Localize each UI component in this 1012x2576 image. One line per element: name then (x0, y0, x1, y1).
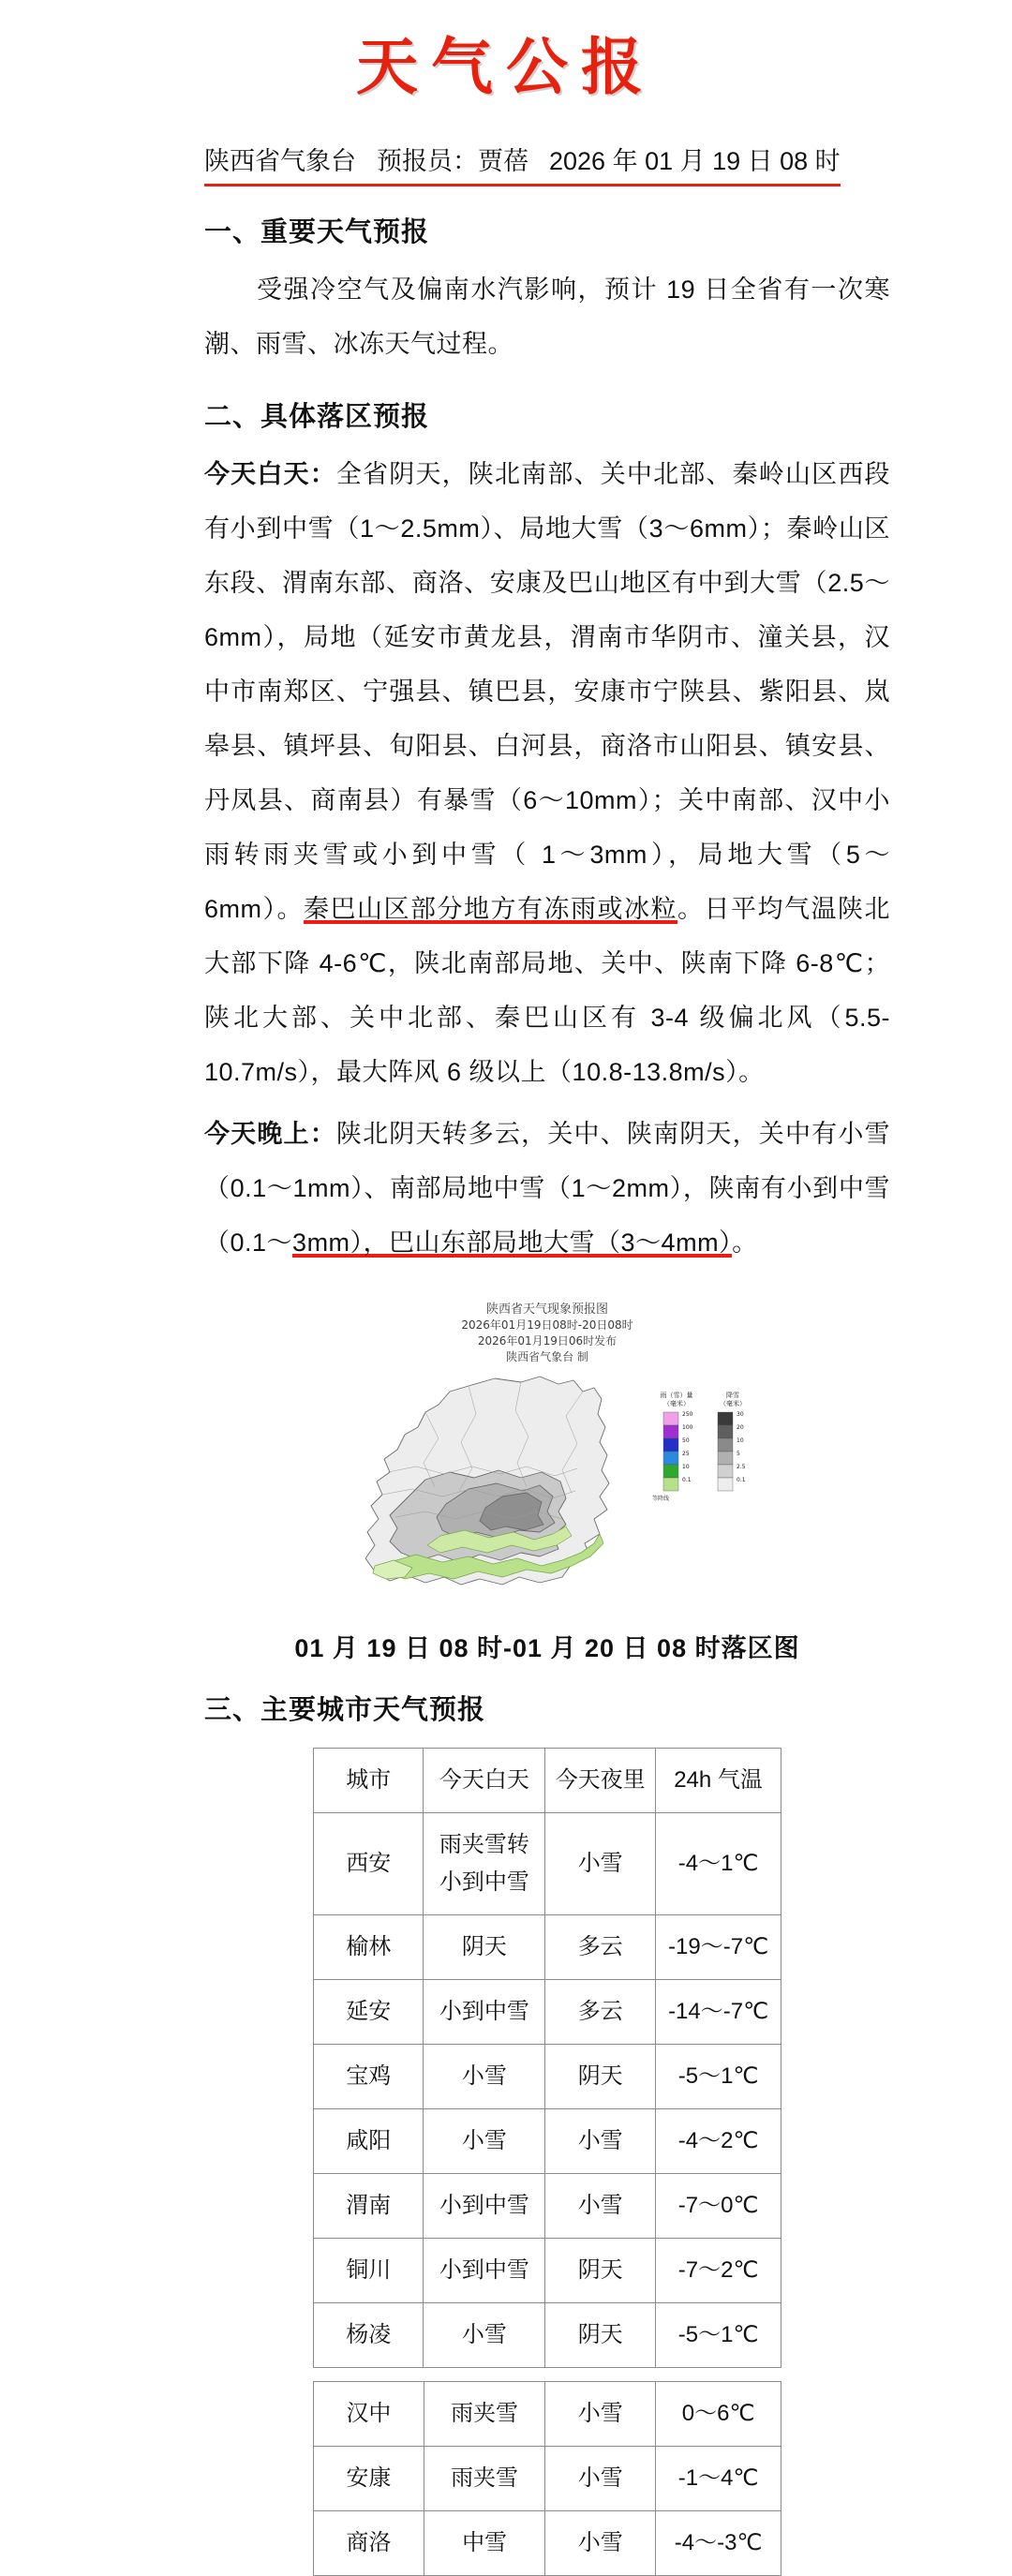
cell-night: 阴天 (545, 2303, 656, 2368)
section-heading-3: 三、主要城市天气预报 (204, 1695, 486, 1725)
cell-temp: -14～-7℃ (656, 1980, 781, 2045)
meta-header (75, 140, 937, 186)
cell-city: 榆林 (314, 1915, 424, 1980)
page-title: 天气公报 (356, 31, 656, 103)
svg-text:等降线: 等降线 (652, 1496, 670, 1502)
map-container (285, 1302, 810, 1611)
cell-temp: -7～0℃ (656, 2174, 781, 2239)
forecaster-name: 贾蓓 (478, 147, 528, 175)
map-legend (652, 1391, 746, 1502)
svg-text:2.5: 2.5 (737, 1464, 746, 1470)
svg-text:20: 20 (737, 1424, 744, 1431)
cell-city: 咸阳 (314, 2109, 424, 2174)
cell-day: 小雪 (424, 2303, 545, 2368)
cell-day: 中雪 (424, 2511, 545, 2576)
table-row (314, 2239, 781, 2303)
cell-temp: -4～-3℃ (656, 2511, 781, 2576)
forecast-map-figure (204, 1302, 890, 1664)
svg-text:0.1: 0.1 (682, 1477, 692, 1483)
section-heading-1: 一、重要天气预报 (204, 217, 430, 247)
cell-city: 商洛 (314, 2511, 424, 2576)
meta-line (204, 140, 841, 186)
map-title-line-2: 2026年01月19日08时-20日08时 (461, 1318, 633, 1332)
cell-night: 多云 (545, 1980, 656, 2045)
col-header-day: 今天白天 (424, 1749, 545, 1813)
city-forecast-table-wrap (313, 1748, 781, 2576)
shaanxi-province-map (285, 1369, 810, 1611)
svg-text:雨（雪）量: 雨（雪）量 (660, 1392, 693, 1399)
svg-text:（毫米）: （毫米） (720, 1400, 746, 1407)
table-row (314, 2174, 781, 2239)
section-1-paragraph: 受强冷空气及偏南水汽影响，预计 19 日全省有一次寒潮、雨雪、冰冻天气过程。 (204, 275, 890, 358)
svg-text:30: 30 (737, 1411, 744, 1418)
night-label: 今天晚上： (204, 1120, 336, 1148)
document-body (75, 211, 937, 2576)
cell-temp: 0～6℃ (656, 2382, 781, 2447)
daytime-label: 今天白天： (204, 460, 336, 488)
city-forecast-table (313, 1748, 781, 2368)
cell-day: 雨夹雪转 小到中雪 (424, 1813, 545, 1915)
svg-text:25: 25 (682, 1451, 690, 1457)
svg-text:降雪: 降雪 (726, 1392, 739, 1399)
cell-day: 小到中雪 (424, 1980, 545, 2045)
cell-day: 雨夹雪 (424, 2447, 545, 2511)
daytime-text: 全省阴天，陕北南部、关中北部、秦岭山区西段有小到中雪（1～2.5mm）、局地大雪（3～6mm）；秦岭山区东段、渭南东部、商洛、安康及巴山地区有中到大雪（2.5～6mm），局地（延安市黄龙县，渭南市华阴市、潼关县，汉中市南郑区、宁强县、镇巴县，安康市宁陕县、紫阳县、岚皋县、镇坪县、旬阳县、白河县，商洛市山阳县、镇安县、丹凤县、商南县）有暴雪（6～10mm）；关中南部、汉中小雨转雨夹雪或小到中雪（ 1～3mm），局地大雪（5～6mm）。秦巴山区部分地方有冻雨或冰粒。日平均气温陕北大部下降 4-6℃，陕北南部局地、关中、陕南下降 6-8℃；陕北大部、关中北部、秦巴山区有 3-4 级偏北风（5.5-10.7m/s），最大阵风 6 级以上（10.8-13.8m/s）。 (204, 460, 891, 1086)
col-header-night: 今天夜里 (545, 1749, 656, 1813)
col-header-temp: 24h 气温 (656, 1749, 781, 1813)
cell-day: 小到中雪 (424, 2174, 545, 2239)
cell-night: 多云 (545, 1915, 656, 1980)
section-heading-2: 二、具体落区预报 (204, 402, 430, 432)
cell-temp: -4～1℃ (656, 1813, 781, 1915)
table-row (314, 2109, 781, 2174)
table-row (314, 2511, 781, 2576)
table-header-row (314, 1749, 781, 1813)
cell-day: 小到中雪 (424, 2239, 545, 2303)
cell-day: 小雪 (424, 2045, 545, 2109)
cell-city: 铜川 (314, 2239, 424, 2303)
table-row (314, 2382, 781, 2447)
cell-temp: -7～2℃ (656, 2239, 781, 2303)
table-row (314, 1980, 781, 2045)
map-title-line-4: 陕西省气象台 制 (506, 1350, 588, 1363)
table-row (314, 1915, 781, 1980)
night-text: 陕北阴天转多云，关中、陕南阴天，关中有小雪（0.1～1mm）、南部局地中雪（1～2mm），陕南有小到中雪（0.1～3mm），巴山东部局地大雪（3～4mm）。 (204, 1120, 891, 1257)
cell-temp: -19～-7℃ (656, 1915, 781, 1980)
forecaster-label: 预报员： (377, 147, 478, 175)
cell-night: 小雪 (545, 2174, 656, 2239)
cell-night: 阴天 (545, 2239, 656, 2303)
cell-city: 宝鸡 (314, 2045, 424, 2109)
svg-text:250: 250 (682, 1411, 693, 1418)
cell-city: 渭南 (314, 2174, 424, 2239)
table-row (314, 2303, 781, 2368)
cell-city: 安康 (314, 2447, 424, 2511)
cell-city: 延安 (314, 1980, 424, 2045)
issuing-office: 陕西省气象台 (204, 147, 356, 175)
svg-text:100: 100 (682, 1424, 693, 1431)
table-row (314, 1813, 781, 1915)
cell-night: 小雪 (545, 2447, 656, 2511)
cell-city: 汉中 (314, 2382, 424, 2447)
svg-text:5: 5 (737, 1451, 740, 1457)
map-title-line-1: 陕西省天气现象预报图 (485, 1303, 608, 1317)
cell-night: 阴天 (545, 2045, 656, 2109)
svg-text:50: 50 (682, 1437, 690, 1444)
col-header-city: 城市 (314, 1749, 424, 1813)
cell-temp: -5～1℃ (656, 2303, 781, 2368)
map-title-line-3: 2026年01月19日06时发布 (477, 1334, 618, 1348)
table-body-south (314, 2382, 781, 2576)
cell-temp: -1～4℃ (656, 2447, 781, 2511)
svg-text:（毫米）: （毫米） (663, 1400, 690, 1407)
svg-text:10: 10 (737, 1437, 744, 1444)
cell-night: 小雪 (545, 1813, 656, 1915)
cell-day: 阴天 (424, 1915, 545, 1980)
svg-text:10: 10 (682, 1464, 690, 1470)
cell-temp: -5～1℃ (656, 2045, 781, 2109)
night-forecast-paragraph (204, 1107, 890, 1270)
cell-night: 小雪 (545, 2511, 656, 2576)
city-forecast-table-south (313, 2381, 781, 2576)
cell-city: 西安 (314, 1813, 424, 1915)
red-underline-annotation: 3mm），巴山东部局地大雪（3～4mm） (292, 1228, 733, 1257)
cell-city: 杨凌 (314, 2303, 424, 2368)
table-row (314, 2447, 781, 2511)
red-underline-annotation: 秦巴山区部分地方有冻雨或冰粒 (304, 895, 677, 923)
cell-day: 雨夹雪 (424, 2382, 545, 2447)
cell-day: 小雪 (424, 2109, 545, 2174)
svg-text:0.1: 0.1 (737, 1477, 746, 1483)
cell-night: 小雪 (545, 2382, 656, 2447)
figure-caption: 01 月 19 日 08 时-01 月 20 日 08 时落区图 (294, 1634, 800, 1662)
table-body-north (314, 1813, 781, 2368)
cell-temp: -4～2℃ (656, 2109, 781, 2174)
issue-datetime: 2026 年 01 月 19 日 08 时 (549, 147, 841, 175)
cell-night: 小雪 (545, 2109, 656, 2174)
daytime-forecast-paragraph (204, 447, 890, 1099)
map-title-block (285, 1302, 810, 1365)
table-row (314, 2045, 781, 2109)
